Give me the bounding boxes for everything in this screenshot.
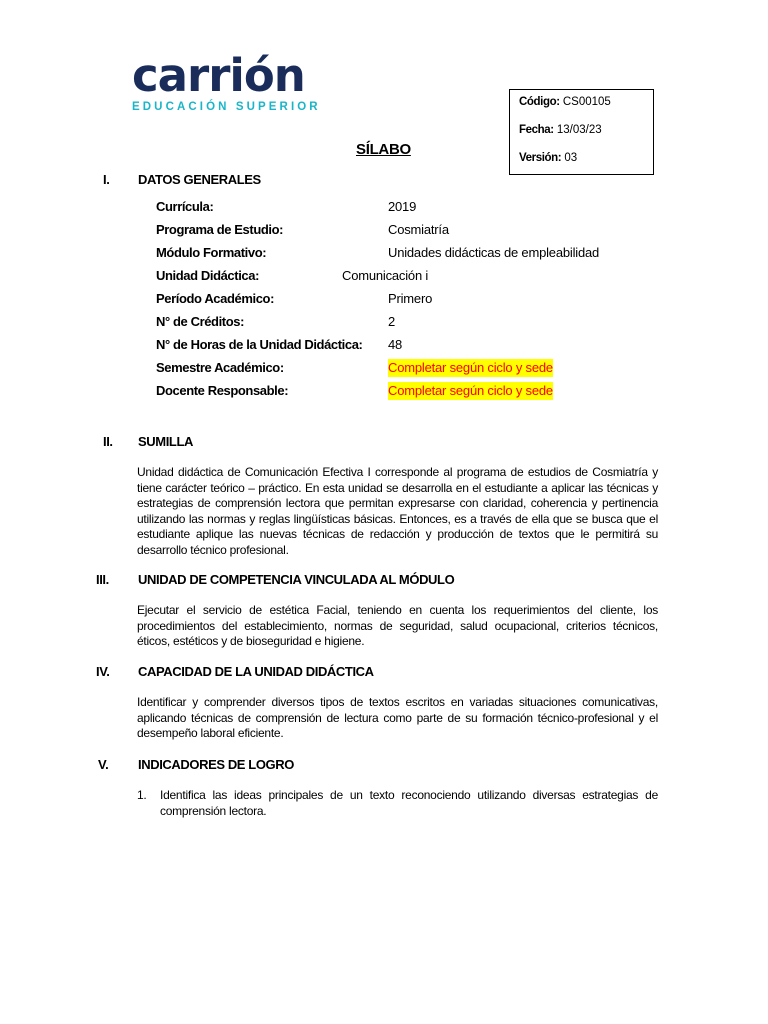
- datos-value: 2: [388, 314, 396, 329]
- datos-value: 48: [388, 337, 403, 352]
- document-code-box: [509, 89, 654, 175]
- logo-subtitle: EDUCACIÓN SUPERIOR: [132, 101, 321, 113]
- version-label: Versión:: [519, 152, 562, 164]
- section-title: SUMILLA: [138, 434, 193, 449]
- datos-value: Unidades didácticas de empleabilidad: [388, 245, 600, 260]
- datos-value: Cosmiatría: [388, 222, 449, 237]
- datos-value-highlighted: Completar según ciclo y sede: [388, 383, 553, 398]
- competencia-paragraph: Ejecutar el servicio de estética Facial, teniendo en cuenta los requerimientos del cliente, los procedimientos del establecimiento, normas de seguridad, salud ocupacional, criterios técnicos, éticos, estéticos y de bioseguridad e higiene.: [137, 603, 658, 649]
- indicador-list-item: [137, 788, 658, 819]
- datos-label: Módulo Formativo:: [156, 245, 267, 260]
- section-number: I.: [103, 172, 110, 187]
- datos-value: Comunicación i: [342, 268, 429, 283]
- datos-label: Semestre Académico:: [156, 360, 284, 375]
- capacidad-paragraph: Identificar y comprender diversos tipos de textos escritos en variadas situaciones comunicativas, aplicando técnicas de comprensión de lectura como parte de su formación técnico-profesional y el desempeño laboral eficiente.: [137, 695, 658, 741]
- codigo-label: Código:: [519, 96, 560, 108]
- section-number: II.: [103, 434, 113, 449]
- datos-label: N° de Créditos:: [156, 314, 245, 329]
- datos-label: N° de Horas de la Unidad Didáctica:: [156, 337, 363, 352]
- datos-label: Docente Responsable:: [156, 383, 289, 398]
- datos-label: Programa de Estudio:: [156, 222, 284, 237]
- indicador-text: Identifica las ideas principales de un texto reconociendo utilizando diversas estrategias de comprensión lectora.: [160, 788, 658, 818]
- datos-value: Primero: [388, 291, 433, 306]
- carrion-logo: [132, 49, 342, 113]
- codigo-value: CS00105: [562, 96, 611, 108]
- version-row: [519, 151, 644, 179]
- fecha-row: [519, 123, 644, 151]
- logo-wordmark: carrión: [132, 49, 305, 102]
- datos-label: Unidad Didáctica:: [156, 268, 259, 283]
- section-number: V.: [98, 757, 109, 772]
- version-value: 03: [564, 152, 578, 164]
- fecha-value: 13/03/23: [556, 124, 602, 136]
- section-title: DATOS GENERALES: [138, 172, 261, 187]
- section-number: IV.: [96, 664, 110, 679]
- datos-value: 2019: [388, 199, 417, 214]
- section-title: UNIDAD DE COMPETENCIA VINCULADA AL MÓDULO: [138, 572, 455, 587]
- section-title: INDICADORES DE LOGRO: [138, 757, 294, 772]
- datos-label: Período Académico:: [156, 291, 275, 306]
- section-number: III.: [96, 572, 109, 587]
- section-title: CAPACIDAD DE LA UNIDAD DIDÁCTICA: [138, 664, 374, 679]
- fecha-label: Fecha:: [519, 124, 554, 136]
- datos-value-highlighted: Completar según ciclo y sede: [388, 360, 553, 375]
- datos-label: Currícula:: [156, 199, 214, 214]
- sumilla-paragraph: Unidad didáctica de Comunicación Efectiva I corresponde al programa de estudios de Cosmiatría y tiene carácter teórico – práctico. En esta unidad se desarrolla en el estudiante a aplicar las técnicas y estrategias de comprensión lectora que permitan expresarse con claridad, coherencia y pertinencia utilizando las normas y reglas lingüísticas básicas. Entonces, es a través de ella que se busca que el estudiante aplique las nuevas técnicas de redacción y producción de textos que le permitirá su desarrollo técnico profesional.: [137, 465, 658, 557]
- indicador-number: 1.: [137, 788, 147, 802]
- codigo-row: [519, 95, 644, 123]
- document-title: SÍLABO: [356, 141, 411, 158]
